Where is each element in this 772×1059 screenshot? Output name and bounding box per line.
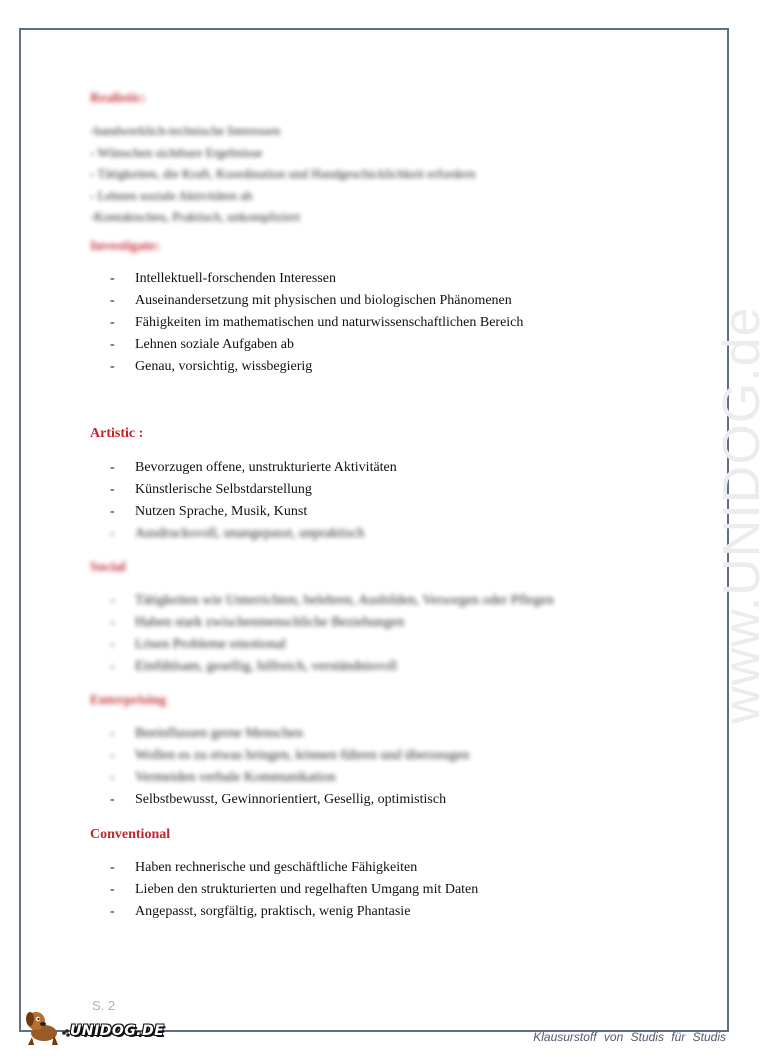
- list-item: - Haben stark zwischenmenschliche Beziehungen: [90, 612, 710, 634]
- heading-realistic: Realistic:: [90, 91, 146, 106]
- text-line: - Tätigkeiten, die Kraft, Koordination und Handgeschicklichkeit erfordern: [90, 166, 476, 181]
- heading-artistic: Artistic :: [90, 425, 144, 441]
- list-social: [90, 590, 710, 678]
- list-item: - Selbstbewusst, Gewinnorientiert, Gesellig, optimistisch: [90, 789, 710, 811]
- list-item: - Bevorzugen offene, unstrukturierte Aktivitäten: [90, 457, 710, 479]
- list-investigate: [90, 268, 710, 378]
- list-item: - Beeinflussen gerne Menschen: [90, 723, 710, 745]
- list-item: - Wollen es zu etwas bringen, können führen und überzeugen: [90, 745, 710, 767]
- list-item: - Lieben den strukturierten und regelhaften Umgang mit Daten: [90, 879, 710, 901]
- heading-investigate: Investigate:: [90, 238, 160, 254]
- list-item: - Künstlerische Selbstdarstellung: [90, 479, 710, 501]
- document-body: [90, 88, 710, 923]
- list-item: - Lösen Probleme emotional: [90, 634, 710, 656]
- list-conventional: [90, 857, 710, 923]
- page-number: S. 2: [92, 998, 116, 1013]
- list-item: - Tätigkeiten wie Unterrichten, belehren, Ausbilden, Versorgen oder Pflegen: [90, 590, 710, 612]
- list-item: - Intellektuell-forschenden Interessen: [90, 268, 710, 290]
- list-item: - Haben rechnerische und geschäftliche Fähigkeiten: [90, 857, 710, 879]
- heading-conventional: Conventional: [90, 826, 171, 842]
- paragraph-realistic: [90, 120, 710, 228]
- list-item: - Lehnen soziale Aufgaben ab: [90, 334, 710, 356]
- list-item: - Vermeiden verbale Kommunikation: [90, 767, 710, 789]
- text-line: -handwerklich-technische Interessen: [90, 123, 281, 138]
- watermark: www.UNIDOG.de: [713, 306, 771, 724]
- text-line: - Lehnen soziale Aktivitäten ab: [90, 187, 253, 203]
- logo-text: UNIDOG.DE: [70, 1023, 165, 1039]
- list-item: - Nutzen Sprache, Musik, Kunst: [90, 501, 710, 523]
- list-item: - Einfühlsam, gesellig, hilfreich, verständnisvoll: [90, 656, 710, 678]
- list-item: - Auseinandersetzung mit physischen und biologischen Phänomenen: [90, 290, 710, 312]
- heading-social: Social: [90, 559, 126, 575]
- list-artistic: [90, 457, 710, 545]
- list-item: - Ausdrucksvoll, unangepasst, unpraktisch: [90, 523, 710, 545]
- unidog-logo[interactable]: [24, 1007, 165, 1047]
- heading-enterprising: Enterprising: [90, 692, 167, 708]
- list-enterprising: [90, 723, 710, 811]
- list-item: - Angepasst, sorgfältig, praktisch, wenig Phantasie: [90, 901, 710, 923]
- dog-mascot-icon: [24, 1007, 72, 1047]
- text-line: - Wünschen sichtbare Ergebnisse: [90, 144, 263, 160]
- text-line: -Kontaktscheu, Praktisch, unkompliziert: [90, 209, 301, 224]
- list-item: - Fähigkeiten im mathematischen und naturwissenschaftlichen Bereich: [90, 312, 710, 334]
- footer-tagline: Klausurstoff von Studis für Studis: [533, 1030, 726, 1044]
- list-item: - Genau, vorsichtig, wissbegierig: [90, 356, 710, 378]
